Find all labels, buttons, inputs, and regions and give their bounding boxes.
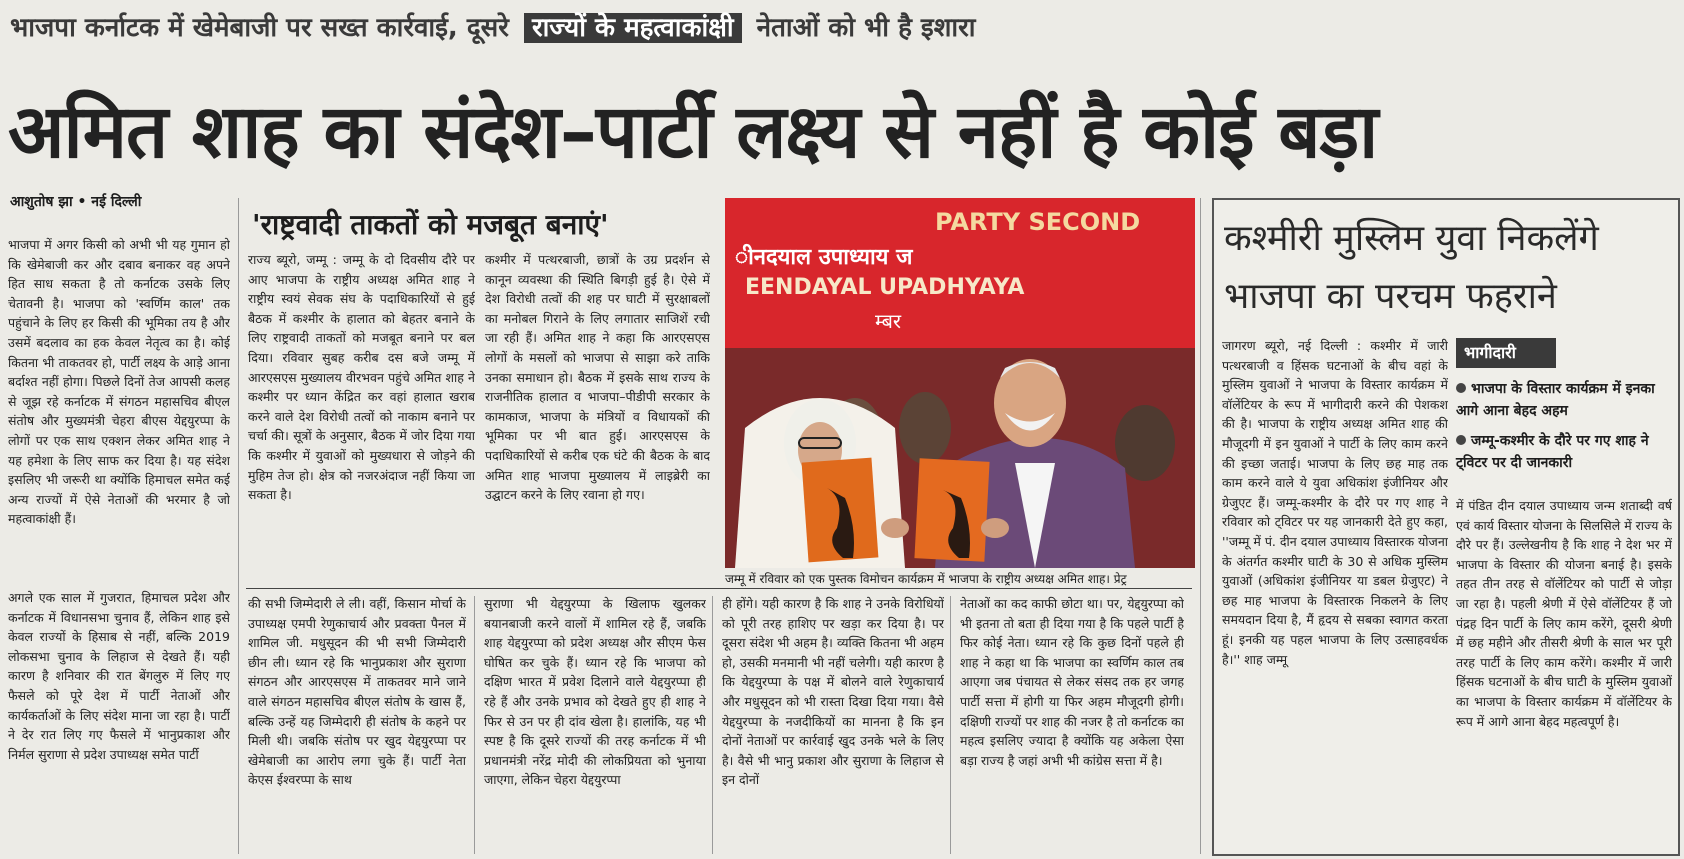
sub-story-col1: राज्य ब्यूरो, जम्मू : जम्मू के दो दिवसीय दौरे पर आए भाजपा के राष्ट्रीय अध्यक्ष अमित शाह ने राष्ट्रीय स्वयं सेवक संघ के पदाधिकारियों से हुई बैठक में कश्मीर के हालात को बेहतर बनाने के लिए राष्ट्रवादी ताकतों को मजबूत बनाने पर बल दिया। रविवार सुबह करीब दस बजे जम्मू में आरएसएस मुख्यालय वीरभवन पहुंचे अमित शाह ने कश्मीर पर ध्यान केंद्रित कर वहां हालात खराब करने वाले देश विरोधी तत्वों को नाकाम बनाने पर चर्चा की। सूत्रों के अनुसार, बैठक में जोर दिया गया कि कश्मीर में युवाओं को मुख्यधारा से जोड़ने की मुहिम तेज हो। क्षेत्र को नजरअंदाज नहीं किया जा सकता है। [248, 252, 475, 503]
column-divider [474, 596, 475, 854]
main-story-col1: भाजपा में अगर किसी को अभी भी यह गुमान हो कि खेमेबाजी कर और दबाव बनाकर वह अपने हित साध सकता है तो कर्नाटक उसके लिए चेतावनी है। भाजपा को 'स्वर्णिम काल' तक पहुंचाने के लिए हर किसी की भूमिका तय है और उसमें बदलाव का हक केवल नेतृत्व का है। कोई कितना भी ताकतवर हो, पार्टी लक्ष्य के आड़े आना बर्दाश्त नहीं होगा। पिछले दिनों तेज आपसी कलह से जूझ रहे कर्नाटक में संगठन महासचिव बीएल संतोष और मुख्यमंत्री चेहरा बीएस येद्दयुरप्पा के लोगों पर एक साथ एक्शन लेकर अमित शाह ने यह हमेशा के लिए साफ कर दिया है। यह संदेश इसलिए भी जरूरी था क्योंकि हिमाचल समेत कई अन्य राज्यों में ऐसे नेताओं की भरमार है जो महत्वाकांक्षी हैं। [8, 237, 230, 527]
photo-caption: जम्मू में रविवार को एक पुस्तक विमोचन कार्यक्रम में भाजपा के राष्ट्रीय अध्यक्ष अमित शाह। प्रेट्र [725, 572, 1127, 586]
kicker [10, 8, 975, 48]
sidebar-story [1212, 198, 1680, 856]
column-divider [238, 198, 239, 854]
column-divider [712, 596, 713, 854]
news-photo [725, 198, 1195, 568]
sidebar-headline: कश्मीरी मुस्लिम युवा निकलेंगे भाजपा का परचम फहराने [1224, 218, 1599, 317]
main-story-col3: सुराणा भी येद्दयुरप्पा के खिलाफ खुलकर बयानबाजी करने वालों में शामिल रहे हैं, जबकि शाह येद्दयुरप्पा को प्रदेश अध्यक्ष और सीएम फेस घोषित कर चुके हैं। ध्यान रहे कि भाजपा को दक्षिण भारत में प्रवेश दिलाने वाले येद्दयुरप्पा ही रहे हैं और उनके प्रभाव को देखते हुए ही शाह ने फिर से उन पर ही दांव खेला है। हालांकि, यह भी स्पष्ट है कि दूसरे राज्यों की तरह कर्नाटक में भी प्रधानमंत्री नरेंद्र मोदी की लोकप्रियता को भुनाया जाएगा, लेकिन चेहरा येद्दयुरप्पा [484, 596, 706, 788]
main-story-col5: नेताओं का कद काफी छोटा था। पर, येद्दयुरप्पा को भी इतना तो बता ही दिया गया है कि पहले पार्टी है फिर कोई नेता। ध्यान रहे कि कुछ दिनों पहले ही शाह ने कहा था कि भाजपा का स्वर्णिम काल तब आएगा जब पंचायत से लेकर संसद तक हर जगह पार्टी सत्ता में होगी या फिर अहम मौजूदगी होगी। दक्षिणी राज्यों पर शाह की नजर है तो कर्नाटक का महत्व इसलिए ज्यादा है क्योंकि यह अकेला ऐसा बड़ा राज्य है जहां अभी भी कांग्रेस सत्ता में है। [960, 596, 1184, 768]
banner-text-hindi: ीनदयाल उपाध्याय ज [735, 245, 913, 270]
bullet-icon [1456, 435, 1466, 445]
highlight-item [1456, 430, 1672, 474]
main-story-col2: की सभी जिम्मेदारी ले ली। वहीं, किसान मोर्चा के उपाध्यक्ष एमपी रेणुकाचार्य और प्रवक्ता पैनल में शामिल जी. मधुसूदन की भी सभी जिम्मेदारी छीन ली। ध्यान रहे कि भानुप्रकाश और सुराणा संगठन और आरएसएस में ताकतवर माने जाने वाले संगठन महासचिव बीएल संतोष के खास हैं, बल्कि उन्हें यह जिम्मेदारी ही संतोष के कहने पर मिली थी। जबकि संतोष पर खुद येद्दयुरप्पा पर खेमेबाजी का आरोप लगा चुके हैं। पार्टी नेता केएस ईश्वरप्पा के साथ [248, 596, 466, 788]
kicker-highlight: राज्यों के महत्वाकांक्षी [524, 13, 742, 43]
sidebar-col1: जागरण ब्यूरो, नई दिल्ली : कश्मीर में जारी पत्थरबाजी व हिंसक घटनाओं के बीच वहां के मुस्लिम युवाओं ने भाजपा के विस्तार कार्यक्रम में वॉलेंटियर के रूप में भागीदारी करने की पेशकश की है। भाजपा के राष्ट्रीय अध्यक्ष अमित शाह की मौजूदगी में इन युवाओं ने पार्टी के लिए काम करने की इच्छा जताई। भाजपा के लिए छह माह तक काम करने वाले ये युवा अधिकांश इंजीनियर और ग्रेजुएट हैं। जम्मू-कश्मीर के दौरे पर गए शाह ने रविवार को ट्विटर पर यह जानकारी देते हुए कहा, ''जम्मू में पं. दीन दयाल उपाध्याय विस्तारक योजना के अंतर्गत कश्मीर घाटी के 30 से अधिक मुस्लिम युवाओं (अधिकांश इंजीनियर या डबल ग्रेजुएट) ने छह माह भाजपा के विस्तारक निकलने के लिए समयदान दिया है, मैं हृदय से सबका स्वागत करता हूं। इनकी यह पहल भाजपा के लिए उत्साहवर्धक है।'' शाह जम्मू [1222, 338, 1448, 667]
highlight-item-text: भाजपा के विस्तार कार्यक्रम में इनका आगे आना बेहद अहम [1456, 381, 1655, 419]
banner-text-top: PARTY SECOND [935, 208, 1141, 236]
section-rule [246, 588, 1192, 589]
banner-text-english: EENDAYAL UPADHYAYA [745, 275, 1025, 300]
highlights-tag: भागीदारी [1456, 338, 1556, 368]
banner-text-line3: म्बर [875, 309, 902, 333]
main-story-col4: ही होंगे। यही कारण है कि शाह ने उनके विरोधियों को पूरी तरह हाशिए पर खड़ा कर दिया है। पर दूसरा संदेश भी अहम है। व्यक्ति कितना भी अहम हो, उसकी मनमानी भी नहीं चलेगी। यही कारण है कि येद्दयुरप्पा के पक्ष में बोलने वाले रेणुकाचार्य और मधुसूदन को भी रास्ता दिखा दिया गया। वैसे येद्दयुरप्पा के नजदीकियों का मानना है कि इन दोनों नेताओं पर कार्रवाई खुद उनके भले के लिए है। वैसे भी भानु प्रकाश और सुराणा के लिहाज से इन दोनों [722, 596, 944, 788]
highlight-item [1456, 378, 1672, 422]
sub-story-headline: 'राष्ट्रवादी ताकतों को मजबूत बनाएं' [252, 208, 609, 241]
kicker-after: नेताओं को भी है इशारा [756, 13, 976, 43]
sub-story-col2: कश्मीर में पत्थरबाजी, छात्रों के उग्र प्रदर्शन से कानून व्यवस्था की स्थिति बिगड़ी हुई है। ऐसे में देश विरोधी तत्वों की शह पर घाटी में सुरक्षाबलों का मनोबल गिराने के लिए लगातार साजिशें रची जा रही हैं। अमित शाह ने कहा कि आरएसएस लोगों के मसलों को भाजपा से साझा करे ताकि उनका समाधान हो। बैठक में इसके साथ राज्य के राजनीतिक हालात व भाजपा–पीडीपी सरकार के कामकाज, भाजपा के मंत्रियों व विधायकों की भूमिका पर भी बात हुई। आरएसएस के पदाधिकारियों से करीब एक घंटे की बैठक के बाद अमित शाह भाजपा मुख्यालय में लाइब्रेरी का उद्घाटन करने के लिए रवाना हो गए। [485, 252, 710, 503]
bullet-icon [1456, 383, 1466, 393]
sidebar-col2: में पंडित दीन दयाल उपाध्याय जन्म शताब्दी वर्ष एवं कार्य विस्तार योजना के सिलसिले में राज्य के दौरे पर हैं। उल्लेखनीय है कि शाह ने देश भर में भाजपा के विस्तार की योजना बनाई है। इसके तहत तीन तरह से वॉलेंटियर को पार्टी से जोड़ा जा रहा है। पहली श्रेणी में ऐसे वॉलेंटियर हैं जो पंद्रह दिन पार्टी के लिए काम करेंगे, दूसरी श्रेणी में छह महीने और तीसरी श्रेणी के साल भर पूरी तरह पार्टी के लिए काम करेंगे। कश्मीर में जारी हिंसक घटनाओं के बीच घाटी के मुस्लिम युवाओं का भाजपा के विस्तार कार्यक्रम में वॉलेंटियर के रूप में आगे आना बेहद महत्वपूर्ण है। [1456, 498, 1672, 729]
highlight-item-text: जम्मू-कश्मीर के दौरे पर गए शाह ने ट्विटर पर दी जानकारी [1456, 433, 1649, 471]
photo-illustration [725, 198, 1195, 568]
kicker-before: भाजपा कर्नाटक में खेमेबाजी पर सख्त कार्रवाई, दूसरे [10, 13, 509, 43]
main-headline: अमित शाह का संदेश–पार्टी लक्ष्य से नहीं है कोई बड़ा [8, 89, 1378, 175]
column-divider [1200, 198, 1201, 854]
byline: आशुतोष झा • नई दिल्ली [10, 194, 142, 210]
column-divider [950, 596, 951, 854]
highlights-box [1456, 338, 1672, 490]
main-story-col1-continued: अगले एक साल में गुजरात, हिमाचल प्रदेश और कर्नाटक में विधानसभा चुनाव हैं, लेकिन शाह इसे केवल राज्यों के हिसाब से नहीं, बल्कि 2019 लोकसभा चुनाव के लिहाज से देखते हैं। यही कारण है शनिवार की रात बेंगलुरु में लिए गए फैसले को पूरे देश में पार्टी नेताओं और कार्यकर्ताओं के लिए संदेश माना जा रहा है। पार्टी ने देर रात लिए गए फैसले में भानुप्रकाश और निर्मल सुराणा से प्रदेश उपाध्यक्ष समेत पार्टी [8, 590, 230, 762]
